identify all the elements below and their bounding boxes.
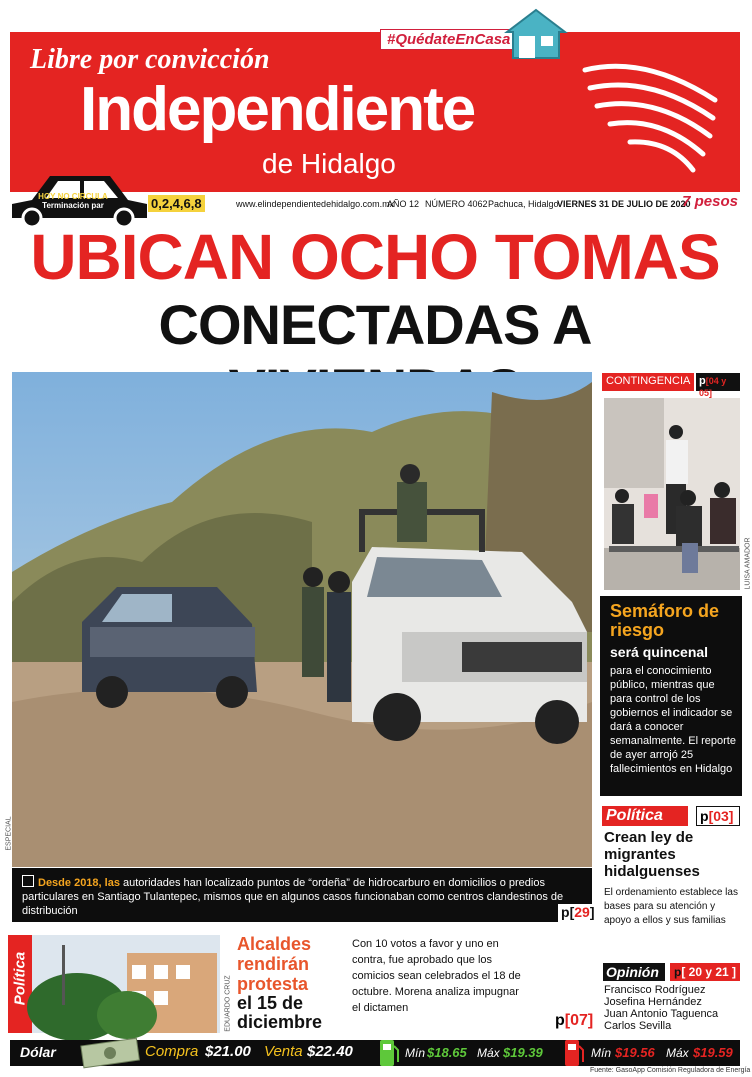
caption-text: autoridades han localizado puntos de “ordeña” de hidrocarburo en domicilios o predios particulares en Santiago Tulantepec, mismos que en algunos casos funcionaban como centros clandestinos de distribución <box>22 877 564 917</box>
contingencia-photo <box>604 398 740 590</box>
dolar-label: Dólar <box>20 1044 56 1060</box>
date-label: VIERNES 31 DE JULIO DE 2020 <box>557 199 691 209</box>
politica-body: El ordenamiento establece las bases para su atención y apoyo a ellos y sus familias <box>604 887 738 926</box>
section-tag-politica: Política <box>602 806 688 826</box>
newspaper-subtitle: de Hidalgo <box>262 148 396 179</box>
green-fuel-min-label: Mín <box>405 1046 426 1060</box>
location-label: Pachuca, Hidalgo <box>488 199 559 209</box>
opinion-author: Francisco Rodríguez <box>604 984 706 996</box>
contingencia-subtitle: será quincenal <box>610 644 709 660</box>
page-ref-number: 29 <box>574 904 590 920</box>
headline-line2: CONECTADAS A <box>158 293 592 356</box>
politica-title: Crean ley de migrantes hidalguenses <box>604 829 700 880</box>
hashtag-badge: #QuédateEnCasa <box>380 29 517 50</box>
politica-page-ref <box>696 806 740 826</box>
opinion-page-ref <box>670 963 740 981</box>
fuel-source: Fuente: GasoApp Comisión Reguladora de Energía <box>590 1067 751 1074</box>
page-ref-close: ] <box>589 904 595 920</box>
red-fuel-min: $19.56 <box>615 1045 655 1060</box>
green-fuel-max: $19.39 <box>503 1045 543 1060</box>
main-photo-credit: ESPECIAL <box>5 816 13 851</box>
contingencia-page-number: [04 y 05] <box>699 376 727 398</box>
contingencia-photo-credit: LUISA AMADOR <box>744 537 752 590</box>
red-fuel-pump-icon <box>563 1036 585 1068</box>
green-fuel-max-label: Máx <box>477 1046 500 1060</box>
venta-value: $22.40 <box>307 1043 353 1060</box>
alcaldes-photo <box>32 935 220 1033</box>
main-story-photo <box>12 372 592 867</box>
house-icon <box>505 8 567 60</box>
red-fuel-min-label: Mín <box>591 1046 612 1060</box>
website-link[interactable]: www.elindependientedehidalgo.com.mx <box>236 199 395 209</box>
politica-page-number: [03] <box>708 808 734 824</box>
alcaldes-photo-credit: EDUARDO CRUZ <box>224 975 232 1032</box>
contingencia-title: Semáforo de riesgo <box>610 601 720 640</box>
opinion-author: Carlos Sevilla <box>604 1020 672 1032</box>
caption-highlight: Desde 2018, las <box>38 877 120 889</box>
hoy-no-circula-numbers: 0,2,4,6,8 <box>148 195 205 212</box>
contingencia-body: para el conocimiento público, mientras que para control de los gobiernos el indicador se dará a conocer semanalmente. El reporte de ayer arrojó 25 fallecimientos en Hidalgo <box>610 665 736 775</box>
opinion-author: Josefina Hernández <box>604 996 702 1008</box>
headline-line1: UBICAN OCHO TOMAS <box>30 221 720 293</box>
page-ref-open: [ <box>569 904 575 920</box>
venta-label: Venta <box>264 1043 303 1060</box>
alcaldes-body: Con 10 votos a favor y uno en contra, fue aprobado que los comicios sean celebrados el 18 de octubre. Morena analiza impugnar el dictamen <box>352 938 521 1014</box>
contingencia-page-p: p <box>699 375 706 387</box>
newspaper-name: Independiente <box>80 75 475 144</box>
section-tag-contingencia: CONTINGENCIA <box>602 373 694 391</box>
red-fuel-max-label: Máx <box>666 1046 689 1060</box>
section-tag-opinion: Opinión <box>603 963 665 981</box>
main-photo-caption <box>12 868 592 922</box>
contingencia-page-ref <box>696 373 740 398</box>
page-ref-p: p <box>561 904 570 920</box>
green-fuel-pump-icon <box>378 1036 400 1068</box>
alcaldes-title: Alcaldes rendirán protesta <box>237 934 312 994</box>
hoy-no-circula-terminacion: Terminación par <box>42 201 104 210</box>
alcaldes-page-p: p <box>555 1012 565 1029</box>
politica-page-p: p <box>700 808 709 824</box>
hoy-no-circula-label <box>38 192 108 210</box>
info-strip <box>150 196 740 214</box>
price-label: 7 pesos <box>682 193 738 210</box>
hoy-no-circula-title: HOY NO CIRCULA <box>38 192 108 201</box>
compra-label: Compra <box>145 1043 199 1060</box>
alcaldes-page-ref <box>555 1012 593 1030</box>
main-story-page-ref <box>558 904 597 922</box>
bottom-politica-tag: Política <box>11 951 29 1006</box>
opinion-page-p: p <box>674 965 682 979</box>
edit-icon <box>22 875 34 887</box>
alcaldes-title-date: el 15 de diciembre <box>237 993 323 1032</box>
issue-number: NÚMERO 4062 <box>425 199 488 209</box>
year-label: AÑO 12 <box>387 199 420 209</box>
compra-value: $21.00 <box>205 1043 251 1060</box>
dollar-bill-icon <box>80 1036 140 1068</box>
opinion-authors <box>604 984 744 1032</box>
wings-logo-icon <box>575 50 725 180</box>
green-fuel-min: $18.65 <box>427 1045 467 1060</box>
masthead-slogan: Libre por convicción <box>30 44 270 75</box>
opinion-author: Juan Antonio Taguenca <box>604 1008 719 1020</box>
alcaldes-page-number: [07] <box>564 1012 594 1029</box>
red-fuel-max: $19.59 <box>693 1045 733 1060</box>
opinion-page-number: [ 20 y 21 ] <box>681 965 737 979</box>
